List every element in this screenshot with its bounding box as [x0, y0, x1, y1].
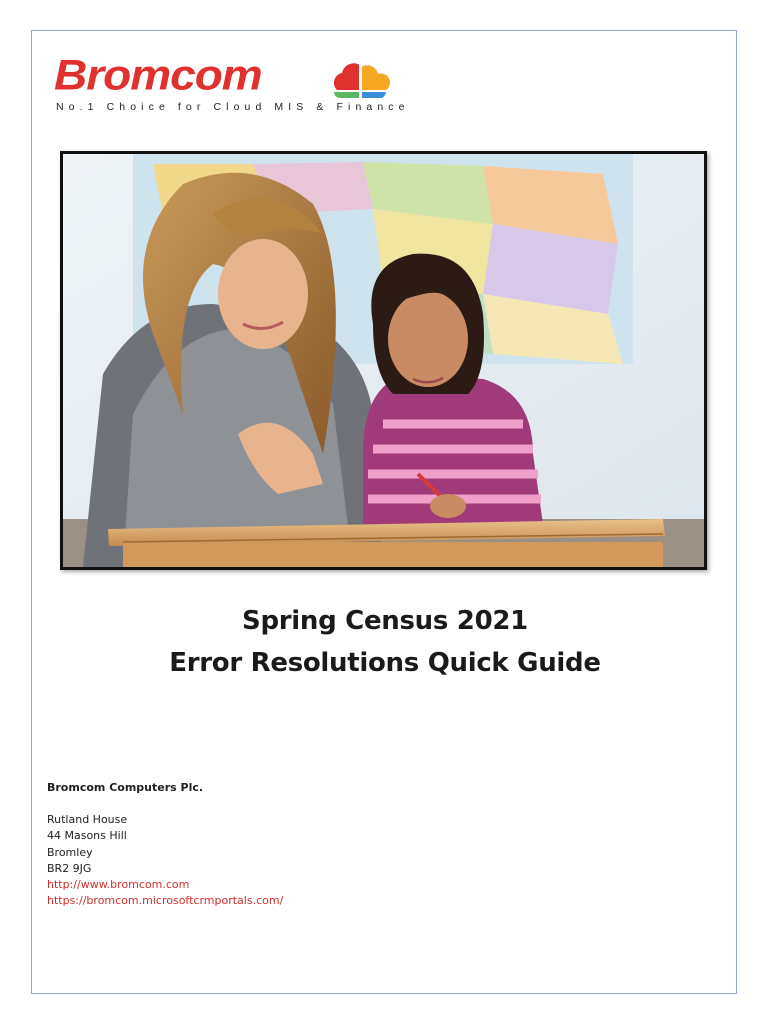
company-name: Bromcom Computers Plc.	[47, 781, 204, 794]
address-line: BR2 9JG	[47, 861, 92, 875]
bromcom-logo	[54, 50, 410, 120]
logo-tagline: No.1 Choice for Cloud MIS & Finance	[56, 101, 410, 113]
address-line: 44 Masons Hill	[47, 829, 127, 843]
address-line: Bromley	[47, 845, 93, 859]
logo-wordmark: Bromcom	[54, 50, 262, 99]
cloud-icon	[330, 58, 394, 98]
teacher-and-student-photo-icon	[63, 154, 704, 567]
address-line: Rutland House	[47, 813, 128, 827]
title-line-1: Spring Census 2021	[242, 606, 528, 636]
title-line-2: Error Resolutions Quick Guide	[169, 648, 601, 678]
contact-block	[47, 780, 647, 909]
portal-link[interactable]: https://bromcom.microsoftcrmportals.com/	[47, 894, 284, 908]
document-title	[0, 600, 770, 684]
cover-photo	[60, 151, 707, 570]
website-link[interactable]: http://www.bromcom.com	[47, 878, 190, 892]
